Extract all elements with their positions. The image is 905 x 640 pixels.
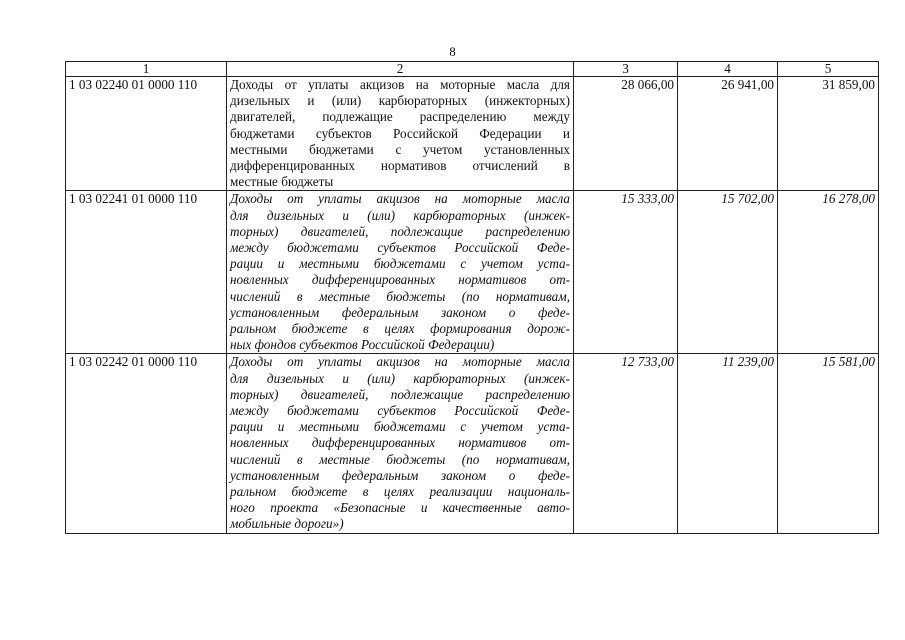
description-line: рации и местными бюджетами с учетом уста-: [230, 256, 570, 272]
amount-cell-4: 26 941,00: [678, 77, 778, 191]
description-line: ного проекта «Безопасные и качественные авто-: [230, 500, 570, 516]
description-line: числений в местные бюджеты (по нормативам,: [230, 288, 570, 304]
description-line: дифференцированных нормативов отчислений в: [230, 158, 570, 174]
column-header-5: 5: [778, 62, 879, 77]
table-row: [66, 191, 879, 354]
description-line: торных) двигателей, подлежащие распределению: [230, 386, 570, 402]
column-header-3: 3: [574, 62, 678, 77]
amount-cell-4: 15 702,00: [678, 191, 778, 354]
description-line: Доходы от уплаты акцизов на моторные масла для: [230, 77, 570, 92]
table-header-row: [66, 62, 879, 77]
description-line: для дизельных и (или) карбюраторных (инжек-: [230, 370, 570, 386]
description-line: между бюджетами субъектов Российской Феде-: [230, 240, 570, 256]
description-line: мобильные дороги»): [230, 516, 344, 532]
amount-cell-3: 12 733,00: [574, 354, 678, 533]
page-number: 8: [449, 44, 456, 59]
budget-code-cell: 1 03 02241 01 0000 110: [66, 191, 227, 354]
description-line: Доходы от уплаты акцизов на моторные масла: [230, 191, 570, 207]
budget-code-cell: 1 03 02242 01 0000 110: [66, 354, 227, 533]
description-line: ральном бюджете в целях формирования дорож-: [230, 321, 570, 337]
description-line: новленных дифференцированных нормативов от-: [230, 435, 570, 451]
column-header-2: 2: [227, 62, 574, 77]
column-header-1: 1: [66, 62, 227, 77]
amount-cell-5: 16 278,00: [778, 191, 879, 354]
description-line: Доходы от уплаты акцизов на моторные масла: [230, 354, 570, 370]
description-line: для дизельных и (или) карбюраторных (инжек-: [230, 207, 570, 223]
description-line: установленным федеральным законом о феде-: [230, 467, 570, 483]
description-line: дизельных и (или) карбюраторных (инжекторных): [230, 93, 570, 109]
description-line: ных фондов субъектов Российской Федерации): [230, 337, 495, 353]
description-line: двигателей, подлежащие распределению между: [230, 109, 570, 125]
budget-code-cell: 1 03 02240 01 0000 110: [66, 77, 227, 191]
table-body: [66, 77, 879, 534]
revenue-table: [65, 61, 879, 534]
description-line: рации и местными бюджетами с учетом уста-: [230, 419, 570, 435]
description-line: местные бюджеты: [230, 174, 334, 190]
amount-cell-5: 15 581,00: [778, 354, 879, 533]
amount-cell-5: 31 859,00: [778, 77, 879, 191]
description-line: числений в местные бюджеты (по нормативам,: [230, 451, 570, 467]
description-line: торных) двигателей, подлежащие распределению: [230, 223, 570, 239]
description-cell: [227, 354, 574, 533]
table-row: [66, 354, 879, 533]
description-line: бюджетами субъектов Российской Федерации и: [230, 125, 570, 141]
description-line: ральном бюджете в целях реализации националь-: [230, 484, 570, 500]
description-line: установленным федеральным законом о феде-: [230, 304, 570, 320]
description-line: между бюджетами субъектов Российской Феде-: [230, 403, 570, 419]
description-cell: [227, 77, 574, 191]
amount-cell-3: 15 333,00: [574, 191, 678, 354]
amount-cell-4: 11 239,00: [678, 354, 778, 533]
table-row: [66, 77, 879, 191]
description-cell: [227, 191, 574, 354]
amount-cell-3: 28 066,00: [574, 77, 678, 191]
description-line: новленных дифференцированных нормативов от-: [230, 272, 570, 288]
column-header-4: 4: [678, 62, 778, 77]
description-line: местными бюджетами с учетом установленных: [230, 141, 570, 157]
